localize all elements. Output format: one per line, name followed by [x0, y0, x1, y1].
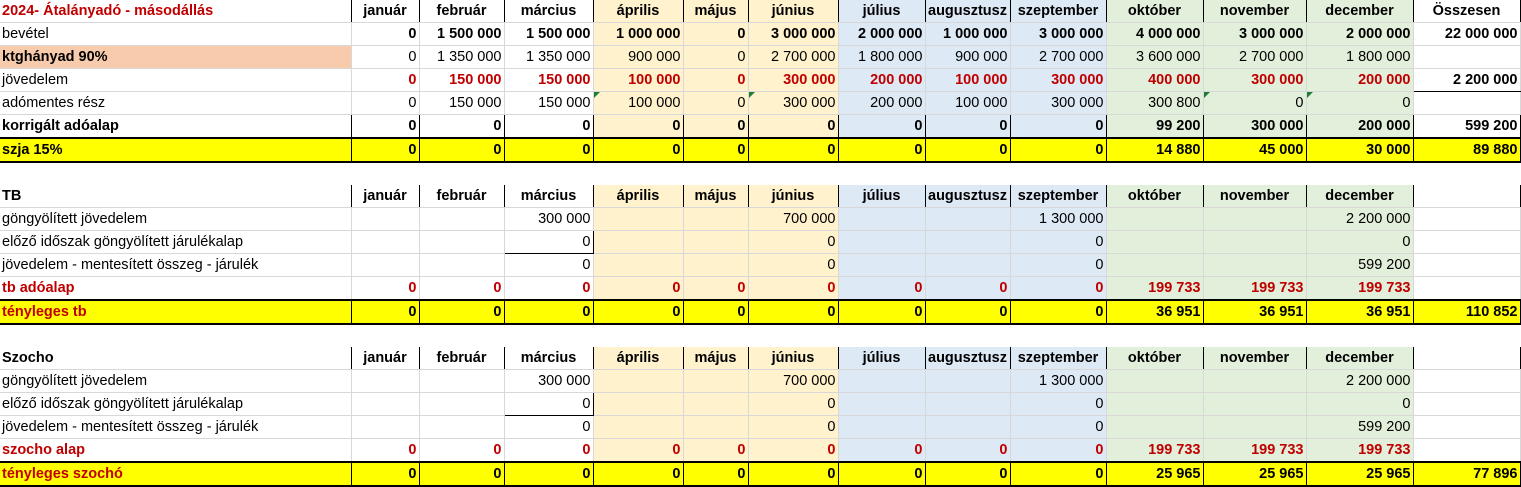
cell[interactable]: 0 [351, 92, 419, 115]
cell[interactable]: 1 300 000 [1010, 208, 1106, 231]
month-header[interactable]: augusztusz [925, 0, 1010, 23]
table-row [0, 46, 1520, 69]
cell[interactable]: 1 800 000 [838, 46, 925, 69]
cell[interactable]: 0 [1306, 393, 1413, 416]
row-label[interactable]: jövedelem - mentesített összeg - járulék [0, 416, 351, 439]
cell[interactable] [683, 208, 748, 231]
total-cell[interactable]: 89 880 [1413, 138, 1520, 162]
cell[interactable]: 0 [683, 115, 748, 139]
cell[interactable]: 0 [748, 115, 838, 139]
cell[interactable] [593, 208, 683, 231]
cell[interactable] [838, 208, 925, 231]
row-label[interactable]: bevétel [0, 23, 351, 46]
cell[interactable] [925, 393, 1010, 416]
cell[interactable]: 0 [504, 439, 593, 463]
cell[interactable]: 4 000 000 [1106, 23, 1203, 46]
cell[interactable] [1106, 208, 1203, 231]
cell[interactable]: 1 000 000 [925, 23, 1010, 46]
cell[interactable] [419, 416, 504, 439]
cell[interactable]: 200 000 [838, 69, 925, 92]
cell[interactable]: 100 000 [925, 69, 1010, 92]
total-cell[interactable] [1413, 277, 1520, 301]
month-header[interactable]: július [838, 347, 925, 370]
cell[interactable]: 0 [351, 138, 419, 162]
cell[interactable] [593, 254, 683, 277]
cell[interactable]: 25 965 [1106, 462, 1203, 486]
cell[interactable]: 199 733 [1106, 277, 1203, 301]
cell[interactable] [1203, 393, 1306, 416]
cell[interactable]: 300 000 [748, 92, 838, 115]
month-header[interactable]: július [838, 0, 925, 23]
cell[interactable] [925, 208, 1010, 231]
cell[interactable]: 1 500 000 [419, 23, 504, 46]
month-header[interactable]: szeptember [1010, 347, 1106, 370]
cell[interactable]: 700 000 [748, 370, 838, 393]
cell[interactable]: 0 [838, 439, 925, 463]
table-row [0, 370, 1520, 393]
month-header[interactable]: július [838, 185, 925, 208]
total-cell[interactable] [1413, 439, 1520, 463]
table-row [0, 69, 1520, 92]
cell[interactable]: 0 [1010, 138, 1106, 162]
cell[interactable] [1106, 416, 1203, 439]
cell[interactable]: 900 000 [925, 46, 1010, 69]
cell[interactable]: 0 [419, 115, 504, 139]
table-row [0, 115, 1520, 139]
cell[interactable]: 2 000 000 [838, 23, 925, 46]
cell[interactable]: 0 [925, 138, 1010, 162]
table-row [0, 231, 1520, 254]
cell[interactable]: 300 000 [504, 370, 593, 393]
cell[interactable]: 0 [1010, 231, 1106, 254]
cell[interactable] [838, 231, 925, 254]
cell[interactable]: 0 [748, 462, 838, 486]
cell[interactable]: 0 [419, 138, 504, 162]
total-cell[interactable] [1413, 46, 1520, 69]
cell[interactable]: 36 951 [1203, 300, 1306, 324]
row-label[interactable]: előző időszak göngyölített járulékalap [0, 231, 351, 254]
cell[interactable]: 1 800 000 [1306, 46, 1413, 69]
cell[interactable]: 0 [748, 393, 838, 416]
table-row [0, 462, 1520, 486]
month-header[interactable]: november [1203, 185, 1306, 208]
total-cell[interactable]: 110 852 [1413, 300, 1520, 324]
cell[interactable]: 150 000 [504, 92, 593, 115]
cell[interactable]: 0 [683, 46, 748, 69]
cell[interactable]: 36 951 [1306, 300, 1413, 324]
cell[interactable]: 2 200 000 [1306, 208, 1413, 231]
month-header[interactable]: február [419, 0, 504, 23]
cell[interactable]: 0 [1010, 115, 1106, 139]
cell[interactable]: 200 000 [1306, 69, 1413, 92]
cell[interactable]: 36 951 [1106, 300, 1203, 324]
cell[interactable]: 0 [351, 462, 419, 486]
cell[interactable] [1106, 393, 1203, 416]
cell[interactable]: 0 [419, 439, 504, 463]
cell[interactable]: 0 [351, 23, 419, 46]
total-cell[interactable] [1413, 208, 1520, 231]
total-header[interactable] [1413, 185, 1520, 208]
cell[interactable]: 2 000 000 [1306, 23, 1413, 46]
cell[interactable]: 0 [1010, 416, 1106, 439]
cell[interactable] [351, 231, 419, 254]
cell[interactable] [925, 254, 1010, 277]
month-header[interactable]: június [748, 185, 838, 208]
row-label[interactable]: korrigált adóalap [0, 115, 351, 139]
month-header[interactable]: március [504, 347, 593, 370]
cell[interactable]: 0 [1010, 254, 1106, 277]
cell[interactable] [838, 393, 925, 416]
table-row [0, 416, 1520, 439]
cell[interactable]: 199 733 [1203, 439, 1306, 463]
cell[interactable] [351, 208, 419, 231]
row-label[interactable]: jövedelem - mentesített összeg - járulék [0, 254, 351, 277]
cell[interactable]: 0 [593, 439, 683, 463]
cell[interactable]: 2 700 000 [748, 46, 838, 69]
cell[interactable]: 0 [593, 300, 683, 324]
month-header[interactable]: január [351, 0, 419, 23]
cell[interactable]: 199 733 [1203, 277, 1306, 301]
cell[interactable]: 300 000 [1010, 69, 1106, 92]
cell[interactable]: 0 [1010, 300, 1106, 324]
cell[interactable]: 0 [748, 439, 838, 463]
total-cell[interactable] [1413, 254, 1520, 277]
cell[interactable]: 0 [683, 138, 748, 162]
cell[interactable]: 0 [1203, 92, 1306, 115]
total-cell[interactable]: 77 896 [1413, 462, 1520, 486]
table-row [0, 23, 1520, 46]
section-header-row [0, 185, 1520, 208]
total-cell[interactable] [1413, 416, 1520, 439]
month-header[interactable]: március [504, 185, 593, 208]
cell[interactable]: 0 [351, 439, 419, 463]
cell[interactable]: 0 [593, 462, 683, 486]
cell[interactable] [1203, 370, 1306, 393]
cell[interactable]: 0 [748, 254, 838, 277]
cell[interactable]: 0 [1306, 231, 1413, 254]
cell[interactable]: 0 [748, 416, 838, 439]
cell[interactable]: 0 [925, 462, 1010, 486]
cell[interactable]: 0 [1010, 393, 1106, 416]
month-header[interactable]: augusztusz [925, 185, 1010, 208]
cell[interactable] [419, 393, 504, 416]
cell[interactable]: 150 000 [419, 69, 504, 92]
cell[interactable]: 1 000 000 [593, 23, 683, 46]
month-header[interactable]: január [351, 185, 419, 208]
cell[interactable]: 0 [683, 92, 748, 115]
cell[interactable]: 0 [351, 300, 419, 324]
cell[interactable]: 0 [593, 115, 683, 139]
cell[interactable]: 45 000 [1203, 138, 1306, 162]
cell[interactable]: 0 [748, 231, 838, 254]
cell[interactable]: 0 [351, 69, 419, 92]
cell[interactable]: 30 000 [1306, 138, 1413, 162]
cell[interactable]: 300 000 [504, 208, 593, 231]
total-cell[interactable] [1413, 92, 1520, 115]
cell[interactable] [838, 254, 925, 277]
cell[interactable] [1106, 254, 1203, 277]
cell[interactable]: 0 [419, 462, 504, 486]
month-header[interactable]: május [683, 0, 748, 23]
cell[interactable]: 700 000 [748, 208, 838, 231]
cell[interactable]: 0 [504, 462, 593, 486]
cell[interactable]: 0 [683, 300, 748, 324]
cell[interactable] [838, 416, 925, 439]
cell[interactable]: 99 200 [1106, 115, 1203, 139]
cell[interactable] [593, 370, 683, 393]
month-header[interactable]: június [748, 347, 838, 370]
month-header[interactable]: június [748, 0, 838, 23]
table-row [0, 277, 1520, 301]
cell[interactable]: 100 000 [925, 92, 1010, 115]
cell[interactable]: 0 [504, 254, 593, 277]
cell[interactable]: 150 000 [419, 92, 504, 115]
row-label[interactable]: göngyölített jövedelem [0, 370, 351, 393]
total-cell[interactable] [1413, 393, 1520, 416]
month-header[interactable]: április [593, 185, 683, 208]
month-header[interactable]: október [1106, 0, 1203, 23]
month-header[interactable]: december [1306, 0, 1413, 23]
row-label[interactable]: adómentes rész [0, 92, 351, 115]
cell[interactable] [1203, 416, 1306, 439]
cell[interactable] [419, 254, 504, 277]
cell[interactable]: 1 350 000 [504, 46, 593, 69]
month-header[interactable]: december [1306, 185, 1413, 208]
cell[interactable]: 0 [351, 46, 419, 69]
row-label[interactable]: jövedelem [0, 69, 351, 92]
cell[interactable]: 0 [683, 23, 748, 46]
cell[interactable] [925, 370, 1010, 393]
cell[interactable]: 0 [1010, 462, 1106, 486]
cell[interactable]: 599 200 [1306, 416, 1413, 439]
cell[interactable] [419, 370, 504, 393]
cell[interactable]: 0 [683, 277, 748, 301]
row-label[interactable]: göngyölített jövedelem [0, 208, 351, 231]
month-header[interactable]: augusztusz [925, 347, 1010, 370]
cell[interactable]: 0 [419, 300, 504, 324]
cell[interactable]: 0 [504, 416, 593, 439]
cell[interactable]: 300 000 [1010, 92, 1106, 115]
cell[interactable] [683, 393, 748, 416]
month-header[interactable]: október [1106, 185, 1203, 208]
cell[interactable] [593, 231, 683, 254]
cell[interactable]: 0 [504, 277, 593, 301]
month-header[interactable]: április [593, 347, 683, 370]
cell[interactable]: 0 [683, 439, 748, 463]
total-cell[interactable]: 599 200 [1413, 115, 1520, 139]
cell[interactable] [1106, 370, 1203, 393]
cell[interactable]: 900 000 [593, 46, 683, 69]
cell[interactable]: 150 000 [504, 69, 593, 92]
month-header[interactable]: május [683, 347, 748, 370]
cell[interactable] [925, 231, 1010, 254]
section-title[interactable]: TB [0, 185, 351, 208]
cell[interactable]: 14 880 [1106, 138, 1203, 162]
cell[interactable] [351, 254, 419, 277]
cell[interactable]: 599 200 [1306, 254, 1413, 277]
cell[interactable]: 0 [838, 115, 925, 139]
cell[interactable]: 0 [504, 300, 593, 324]
cell[interactable] [1203, 231, 1306, 254]
month-header[interactable]: szeptember [1010, 0, 1106, 23]
cell[interactable]: 3 000 000 [1203, 23, 1306, 46]
month-header[interactable]: november [1203, 347, 1306, 370]
cell[interactable]: 300 000 [1203, 69, 1306, 92]
cell[interactable]: 0 [351, 277, 419, 301]
cell[interactable]: 2 700 000 [1010, 46, 1106, 69]
cell[interactable]: 2 200 000 [1306, 370, 1413, 393]
month-header[interactable]: február [419, 185, 504, 208]
cell[interactable] [683, 370, 748, 393]
cell[interactable]: 0 [504, 138, 593, 162]
cell[interactable]: 300 800 [1106, 92, 1203, 115]
table-row [0, 138, 1520, 162]
cell[interactable]: 200 000 [1306, 115, 1413, 139]
month-header[interactable]: január [351, 347, 419, 370]
cell[interactable] [419, 231, 504, 254]
month-header[interactable]: május [683, 185, 748, 208]
section-header-row [0, 0, 1520, 23]
cell[interactable]: 0 [925, 115, 1010, 139]
cell[interactable]: 1 350 000 [419, 46, 504, 69]
cell[interactable] [593, 416, 683, 439]
cell[interactable]: 0 [838, 300, 925, 324]
cell[interactable] [683, 416, 748, 439]
cell[interactable]: 0 [504, 231, 593, 254]
cell[interactable]: 0 [838, 138, 925, 162]
cell[interactable]: 1 500 000 [504, 23, 593, 46]
cell[interactable] [1203, 208, 1306, 231]
cell[interactable]: 0 [748, 300, 838, 324]
spacer-row [0, 162, 1520, 185]
cell[interactable]: 300 000 [748, 69, 838, 92]
row-label[interactable]: szja 15% [0, 138, 351, 162]
cell[interactable]: 2 700 000 [1203, 46, 1306, 69]
cell[interactable]: 0 [593, 138, 683, 162]
cell[interactable]: 0 [683, 69, 748, 92]
row-label[interactable]: ktghányad 90% [0, 46, 351, 69]
cell[interactable]: 0 [925, 277, 1010, 301]
cell[interactable]: 25 965 [1203, 462, 1306, 486]
table-row [0, 439, 1520, 463]
cell[interactable]: 200 000 [838, 92, 925, 115]
cell[interactable]: 0 [925, 439, 1010, 463]
cell[interactable]: 0 [593, 277, 683, 301]
row-label[interactable]: tényleges tb [0, 300, 351, 324]
month-header[interactable]: november [1203, 0, 1306, 23]
total-header[interactable]: Összesen [1413, 0, 1520, 23]
cell[interactable] [1203, 254, 1306, 277]
cell[interactable] [683, 231, 748, 254]
cell[interactable]: 1 300 000 [1010, 370, 1106, 393]
table-row [0, 393, 1520, 416]
cell[interactable]: 0 [1010, 439, 1106, 463]
cell[interactable]: 199 733 [1106, 439, 1203, 463]
month-header[interactable]: október [1106, 347, 1203, 370]
month-header[interactable]: február [419, 347, 504, 370]
cell[interactable]: 0 [748, 138, 838, 162]
cell[interactable] [683, 254, 748, 277]
section-header-row [0, 347, 1520, 370]
cell[interactable]: 3 000 000 [1010, 23, 1106, 46]
month-header[interactable]: december [1306, 347, 1413, 370]
row-label[interactable]: tényleges szochó [0, 462, 351, 486]
month-header[interactable]: szeptember [1010, 185, 1106, 208]
row-label[interactable]: előző időszak göngyölített járulékalap [0, 393, 351, 416]
cell[interactable]: 400 000 [1106, 69, 1203, 92]
cell[interactable]: 0 [838, 277, 925, 301]
row-label[interactable]: szocho alap [0, 439, 351, 463]
cell[interactable] [351, 370, 419, 393]
cell[interactable]: 100 000 [593, 69, 683, 92]
cell[interactable]: 100 000 [593, 92, 683, 115]
table-row [0, 300, 1520, 324]
total-cell[interactable]: 22 000 000 [1413, 23, 1520, 46]
total-cell[interactable]: 2 200 000 [1413, 69, 1520, 92]
cell[interactable]: 199 733 [1306, 439, 1413, 463]
table-row [0, 208, 1520, 231]
total-header[interactable] [1413, 347, 1520, 370]
table-row [0, 254, 1520, 277]
cell[interactable]: 0 [683, 462, 748, 486]
cell[interactable]: 199 733 [1306, 277, 1413, 301]
cell[interactable]: 0 [748, 277, 838, 301]
cell[interactable] [838, 370, 925, 393]
section-title[interactable]: Szocho [0, 347, 351, 370]
total-cell[interactable] [1413, 231, 1520, 254]
cell[interactable] [351, 416, 419, 439]
month-header[interactable]: április [593, 0, 683, 23]
cell[interactable]: 3 000 000 [748, 23, 838, 46]
cell[interactable]: 0 [419, 277, 504, 301]
cell[interactable]: 300 000 [1203, 115, 1306, 139]
cell[interactable]: 0 [351, 115, 419, 139]
cell[interactable] [1106, 231, 1203, 254]
spacer-row [0, 324, 1520, 347]
cell[interactable]: 0 [1306, 92, 1413, 115]
cell[interactable]: 3 600 000 [1106, 46, 1203, 69]
cell[interactable]: 0 [925, 300, 1010, 324]
cell[interactable] [419, 208, 504, 231]
cell[interactable]: 0 [504, 115, 593, 139]
total-cell[interactable] [1413, 370, 1520, 393]
cell[interactable] [593, 393, 683, 416]
sheet-title[interactable]: 2024- Átalányadó - másodállás [0, 0, 351, 23]
row-label[interactable]: tb adóalap [0, 277, 351, 301]
cell[interactable]: 0 [504, 393, 593, 416]
month-header[interactable]: március [504, 0, 593, 23]
cell[interactable]: 25 965 [1306, 462, 1413, 486]
cell[interactable]: 0 [838, 462, 925, 486]
cell[interactable] [925, 416, 1010, 439]
table-row [0, 92, 1520, 115]
cell[interactable]: 0 [1010, 277, 1106, 301]
cell[interactable] [351, 393, 419, 416]
